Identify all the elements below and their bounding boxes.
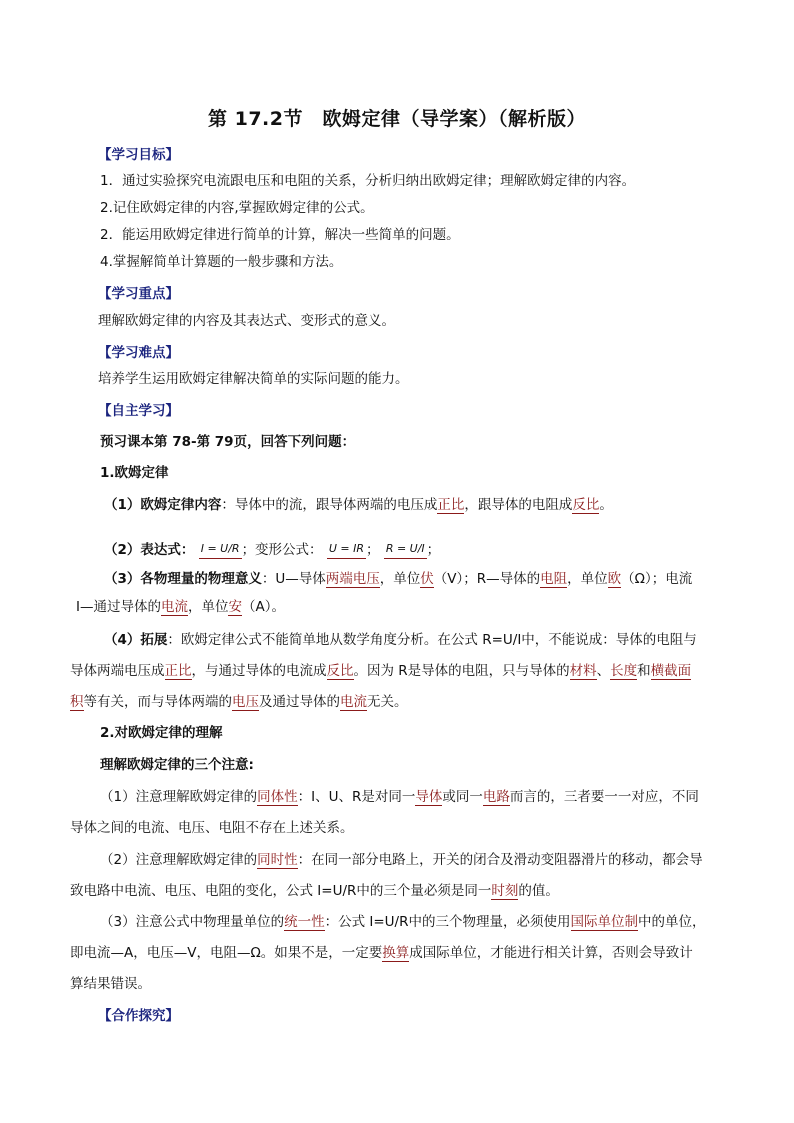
note-3-cont: 即电流—A，电压—V，电阻—Ω。如果不是，一定要换算成国际单位，才能进行相关计算，否则会导致计 [70, 945, 693, 961]
point-2-label: （2）表达式： [104, 542, 195, 558]
goal-item-2: 2.记住欧姆定律的内容,掌握欧姆定律的公式。 [100, 200, 374, 216]
page-title: 第 17.2节 欧姆定律（导学案）（解析版） [208, 108, 586, 130]
note-2-cont: 致电路中电流、电压、电阻的变化，公式 I=U/R中的三个量必须是同一时刻的值。 [70, 883, 559, 899]
answer-zhengbi: 正比 [437, 497, 465, 513]
note-1-cont: 导体之间的电流、电压、电阻不存在上述关系。 [70, 820, 354, 836]
goals-heading: 【学习目标】 [98, 147, 179, 163]
point-4-label: （4）拓展 [104, 632, 168, 648]
point-3: （3）各物理量的物理意义：U—导体两端电压，单位伏（V）；R—导体的电阻，单位欧（Ω）；电流 [104, 571, 693, 587]
point-3-label: （3）各物理量的物理意义 [104, 571, 262, 587]
coop-heading: 【合作探究】 [98, 1008, 179, 1024]
point-1-text-a: ：导体中的流，跟导体两端的电压成 [221, 497, 438, 513]
section-2-title: 2.对欧姆定律的理解 [100, 725, 223, 741]
point-3-cont: I—通过导体的电流，单位安（A）。 [76, 599, 285, 615]
note-3-cont-2: 算结果错误。 [70, 976, 151, 992]
preview-text: 预习课本第 78-第 79页，回答下列问题： [100, 434, 356, 450]
note-2: （2）注意理解欧姆定律的同时性：在同一部分电路上，开关的闭合及滑动变阻器滑片的移动，都会导 [100, 852, 703, 868]
note-3: （3）注意公式中物理量单位的统一性：公式 I=U/R中的三个物理量，必须使用国际单位制中的单位， [100, 914, 706, 930]
key-heading: 【学习重点】 [98, 286, 179, 302]
point-1-label: （1）欧姆定律内容 [104, 497, 222, 513]
self-heading: 【自主学习】 [98, 403, 179, 419]
formula-ohm: I = U/R [199, 540, 242, 559]
section-2-subtitle: 理解欧姆定律的三个注意: [100, 757, 254, 773]
point-1-text-b: ，跟导体的电阻成 [464, 497, 573, 513]
point-4-cont: 导体两端电压成正比，与通过导体的电流成反比。因为 R是导体的电阻，只与导体的材料、长度和横截面 [70, 663, 692, 679]
key-text: 理解欧姆定律的内容及其表达式、变形式的意义。 [98, 313, 395, 329]
difficulty-text: 培养学生运用欧姆定律解决简单的实际问题的能力。 [98, 371, 409, 387]
goal-item-4: 4.掌握解简单计算题的一般步骤和方法。 [100, 254, 343, 270]
goal-item-1: 1．通过实验探究电流跟电压和电阻的关系，分析归纳出欧姆定律；理解欧姆定律的内容。 [100, 173, 636, 189]
point-4-cont-2: 积等有关，而与导体两端的电压及通过导体的电流无关。 [70, 694, 408, 710]
goal-item-3: 2．能运用欧姆定律进行简单的计算，解决一些简单的问题。 [100, 227, 460, 243]
formula-r-ui: R = U/I [384, 540, 427, 559]
note-1: （1）注意理解欧姆定律的同体性：I、U、R是对同一导体或同一电路而言的，三者要一一对应，不同 [100, 789, 699, 805]
point-2: （2）表达式： I = U/R ；变形公式： U = IR ； R = U/I ； [104, 542, 441, 558]
answer-fanbi: 反比 [572, 497, 600, 513]
section-1-title: 1.欧姆定律 [100, 465, 169, 481]
point-4: （4）拓展：欧姆定律公式不能简单地从数学角度分析。在公式 R=U/I中，不能说成：导体的电阻与 [104, 632, 697, 648]
formula-u-ir: U = IR [327, 540, 366, 559]
point-1: （1）欧姆定律内容：导体中的流，跟导体两端的电压成正比，跟导体的电阻成反比。 [104, 497, 613, 513]
difficulty-heading: 【学习难点】 [98, 345, 179, 361]
